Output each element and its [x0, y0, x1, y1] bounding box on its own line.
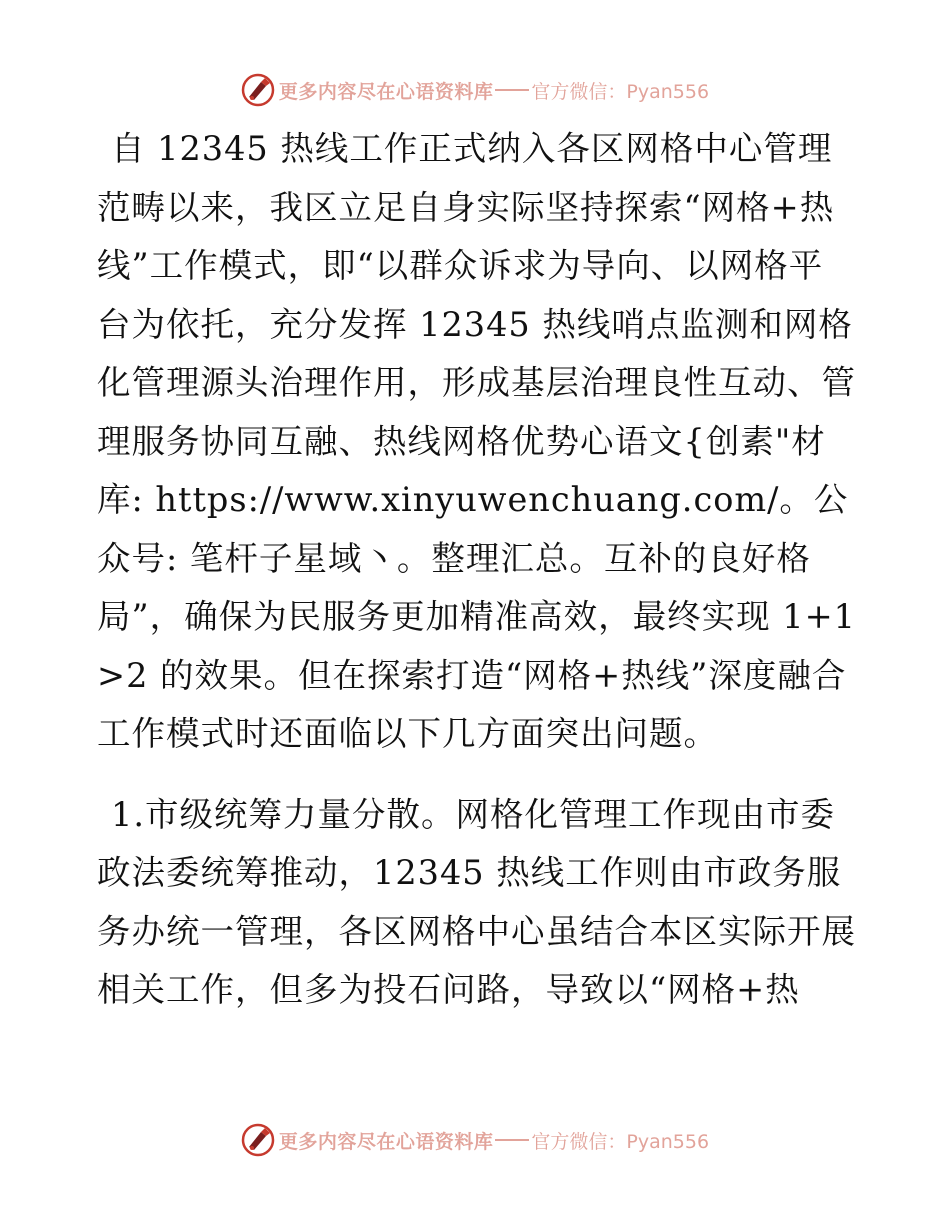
paragraph-intro: 自 12345 热线工作正式纳入各区网格中心管理范畴以来，我区立足自身实际坚持探索“网格+热线”工作模式，即“以群众诉求为导向、以网格平台为依托，充分发挥 12345 热线哨点监测和网格化管理源头治理作用，形成基层治理良性互动、管理服务协同互融、热线网格优势心语文{创素"材库: https://www.xinyuwenchuang.com/。公众号: 笔杆子星域丶。整理汇总。互补的良好格局”，确保为民服务更加精准高效，最终实现 1+1>2 的效果。但在探索打造“网格+热线”深度融合工作模式时还面临以下几方面突出问题。: [97, 129, 856, 753]
footer-dash: [495, 1139, 529, 1141]
document-body: [97, 120, 857, 1042]
paragraph-item-1: 1.市级统筹力量分散。网格化管理工作现由市委政法委统筹推动，12345 热线工作则由市政务服务办统一管理，各区网格中心虽结合本区实际开展相关工作，但多为投石问路，导致以“网格+热: [97, 794, 856, 1009]
header-contact-text: 官方微信：Pyan556: [531, 80, 710, 103]
brand-logo-icon: [241, 1123, 275, 1157]
footer-brand-text: 更多内容尽在心语资料库: [278, 1130, 494, 1153]
header-dash: [495, 89, 529, 91]
footer-watermark: [0, 1120, 950, 1160]
brand-logo-icon: [241, 73, 275, 107]
footer-contact-text: 官方微信：Pyan556: [531, 1130, 710, 1153]
header-watermark: [0, 70, 950, 110]
header-brand-text: 更多内容尽在心语资料库: [278, 80, 494, 103]
